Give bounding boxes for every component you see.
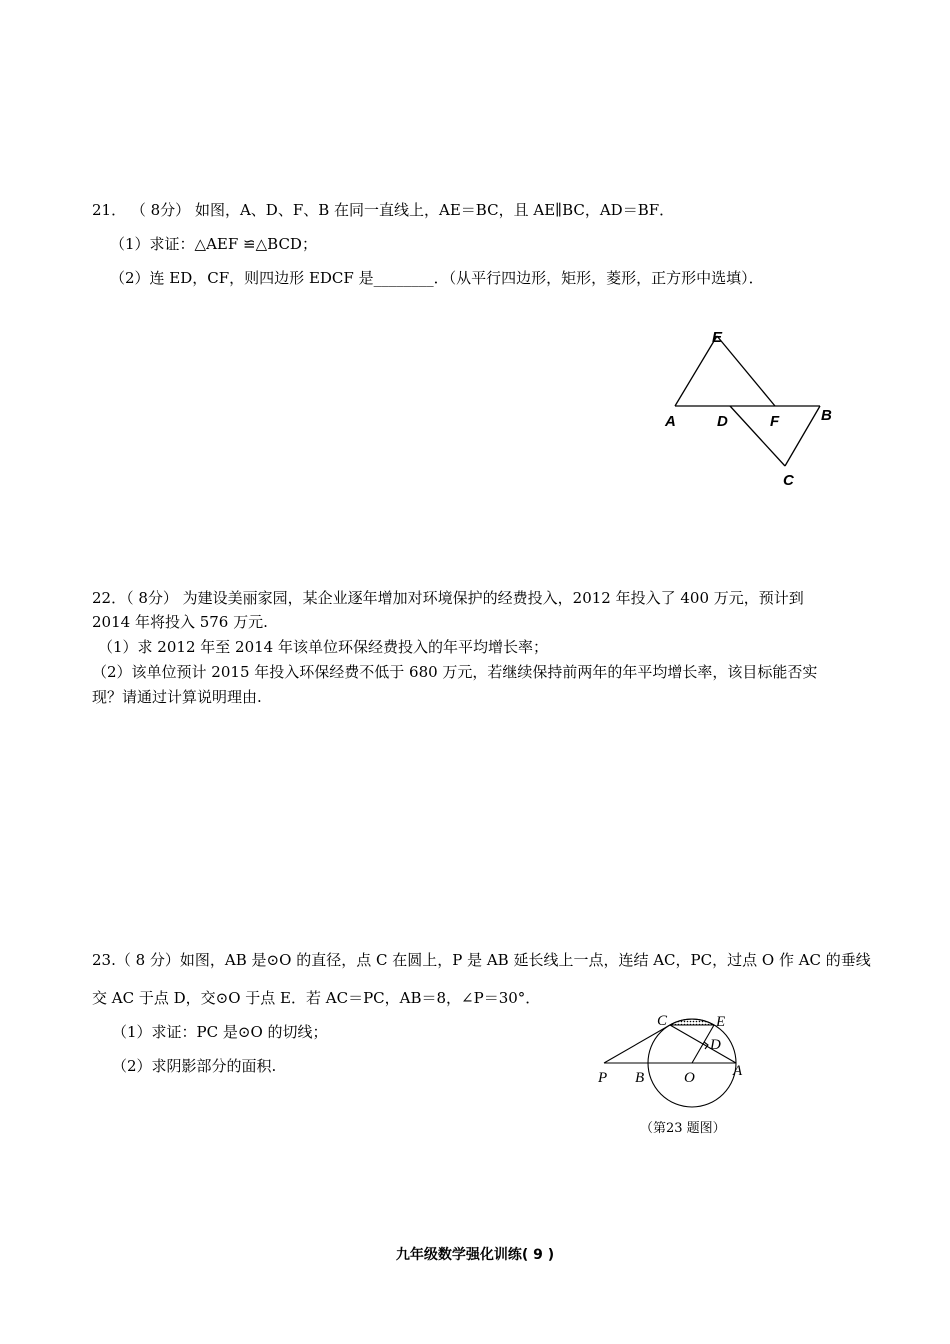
q23-figure [590, 1008, 760, 1118]
q22-part2-line2: 现？请通过计算说明理由. [92, 688, 262, 706]
q21-number: 21． [92, 201, 127, 219]
q21-text: 如图，A、D、F、B 在同一直线上，AE＝BC，且 AE∥BC，AD＝BF． [194, 201, 675, 219]
segment-ae [675, 336, 717, 406]
line-pc [604, 1025, 670, 1063]
label-e: E [712, 329, 723, 346]
label-b: B [821, 407, 832, 424]
label-f: F [770, 413, 780, 430]
shaded-region [670, 1019, 714, 1025]
label-d: D [710, 1037, 721, 1053]
label-c: C [783, 472, 794, 489]
label-e: E [716, 1014, 726, 1030]
q22-part1: （1）求 2012 年至 2014 年该单位环保经费投入的年平均增长率； [98, 638, 548, 656]
q23-part1: （1）求证：PC 是⊙O 的切线； [112, 1023, 328, 1041]
q21-part1: （1）求证：△AEF ≌△BCD； [110, 235, 317, 253]
q23-part2: （2）求阴影部分的面积. [112, 1057, 277, 1075]
q22-part2-line1: （2）该单位预计 2015 年投入环保经费不低于 680 万元，若继续保持前两年的年平均增长率，该目标能否实 [92, 663, 818, 681]
q22-line1: 22．（ 8分） 为建设美丽家园，某企业逐年增加对环境保护的经费投入，2012 年投入了 400 万元，预计到 [92, 589, 804, 607]
q23-line2: 交 AC 于点 D，交⊙O 于点 E．若 AC＝PC，AB＝8，∠P＝30°． [92, 989, 541, 1007]
segment-bc [785, 406, 820, 466]
label-a: A [665, 413, 676, 430]
label-a: A [733, 1063, 743, 1079]
label-p: P [598, 1070, 608, 1086]
q21-part2: （2）连 ED，CF，则四边形 EDCF 是________．（从平行四边形，矩形，菱形，正方形中选填）． [110, 269, 764, 287]
q23-line1: 23.（ 8 分）如图，AB 是⊙O 的直径，点 C 在圆上，P 是 AB 延长线上一点，连结 AC，PC，过点 O 作 AC 的垂线 [92, 951, 871, 969]
label-b: B [635, 1070, 645, 1086]
q21-figure [655, 322, 845, 492]
label-o: O [684, 1070, 695, 1086]
label-d: D [717, 413, 728, 430]
q23-caption: （第23 题图） [640, 1121, 726, 1136]
segment-ef [717, 336, 775, 406]
label-c: C [657, 1013, 668, 1029]
q22-line2: 2014 年将投入 576 万元. [92, 613, 268, 631]
q21-stem [92, 200, 674, 220]
page-footer: 九年级数学强化训练( 9 ) [395, 1247, 555, 1263]
q21-points: （ 8分） [130, 201, 191, 219]
